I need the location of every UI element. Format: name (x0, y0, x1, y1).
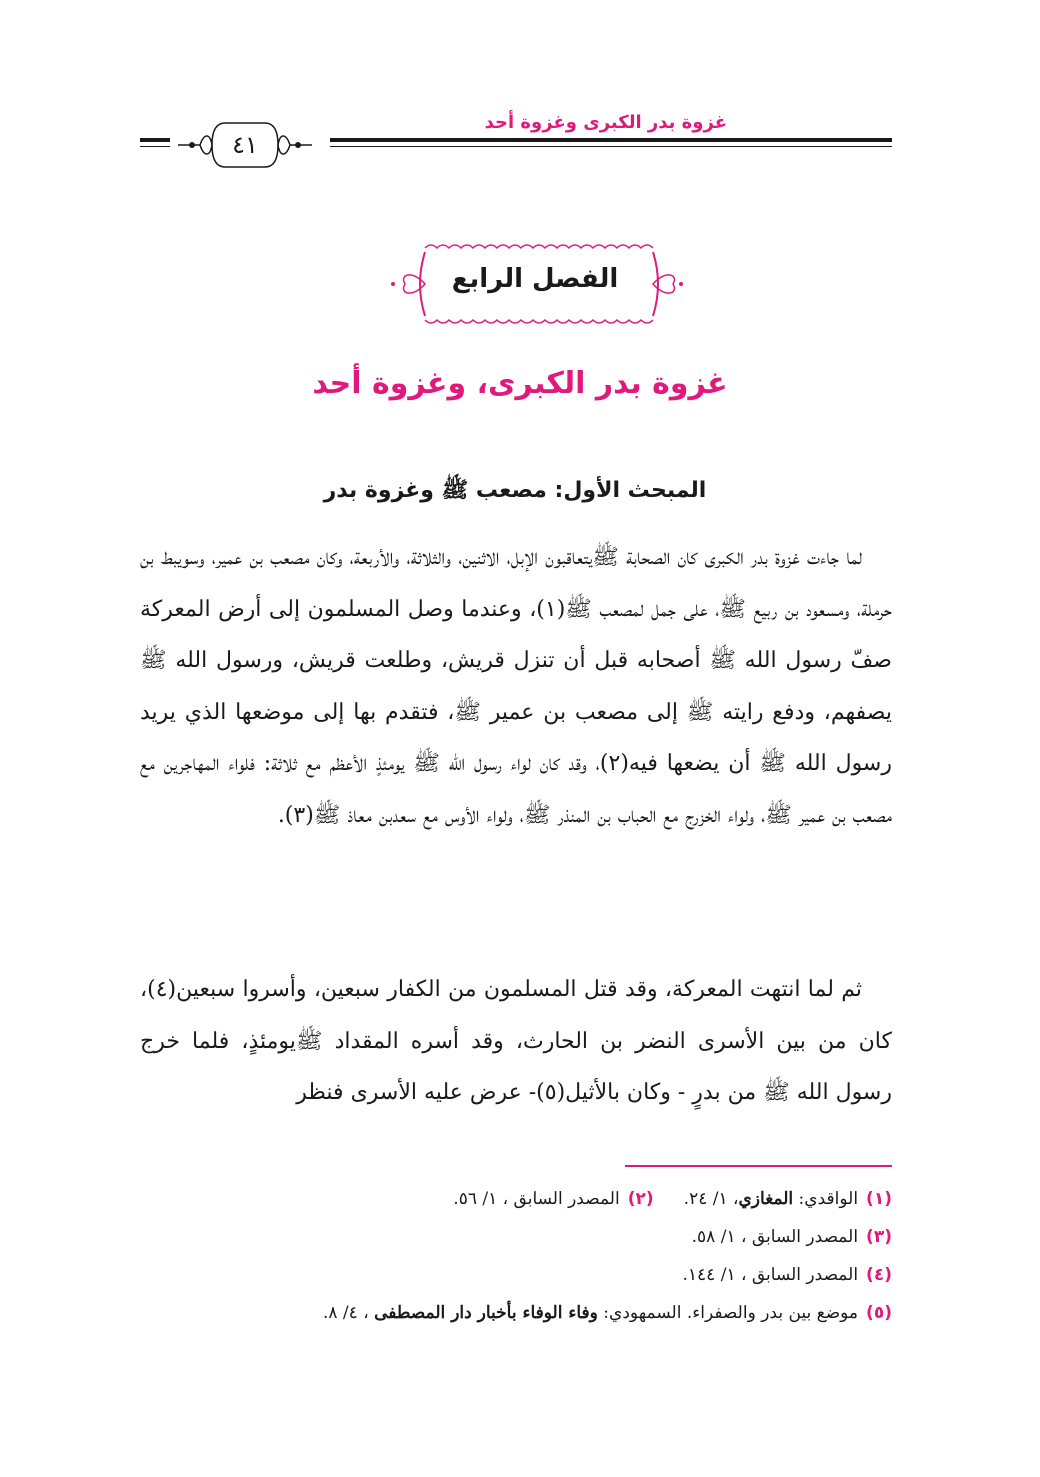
footnote-item (150, 1180, 892, 1218)
footnote-text: ، ١/ ٢٤. (683, 1189, 739, 1209)
footnote-text: الواقدي: (793, 1189, 859, 1209)
header-rule-right-thin (330, 146, 892, 147)
header-rule-left-thin (140, 146, 170, 147)
chapter-title-frame (385, 240, 685, 328)
footnote-text: المصدر السابق ، ١/ ١٤٤. (682, 1265, 859, 1285)
footnote-number: (١) (866, 1189, 892, 1209)
page-number-badge (170, 115, 320, 175)
footnotes (150, 1180, 892, 1332)
footnote-book-title: وفاء الوفاء بأخبار دار المصطفى (374, 1303, 598, 1323)
footnote-text: المصدر السابق ، ١/ ٥٨. (691, 1227, 859, 1247)
running-title: غزوة بدر الكبرى وغزوة أحد (484, 112, 727, 133)
chapter-subtitle: غزوة بدر الكبرى، وغزوة أحد (312, 366, 728, 401)
body-paragraph-1: لما جاءت غزوة بدر الكبرى كان الصحابة ﷺيتعاقبون الإبل، الاثنين، والثلاثة، والأربعة، وكان مصعب بن عمير، وسويبط بن حرملة، ومسعود بن ربيع ﷺ، على جمل لمصعب ﷺ(١)، وعندما وصل المسلمون إلى أرض المعركة صفّ رسول الله ﷺ أصحابه قبل أن تنزل قريش، وطلعت قريش، ورسول الله ﷺ يصفهم، ودفع رايته ﷺ إلى مصعب بن عمير ﷺ، فتقدم بها إلى موضعها الذي يريد رسول الله ﷺ أن يضعها فيه(٢)، وقد كان لواء رسول الله ﷺ يومئذٍ الأعظم مع ثلاثة: فلواء المهاجرين مع مصعب بن عمير ﷺ، ولواء الخزرج مع الحباب بن المنذر ﷺ، ولواء الأوس مع سعدبن معاذ ﷺ(٣). (140, 545, 892, 828)
page-header (140, 100, 892, 190)
footnote-text: موضع بين بدر والصفراء. السمهودي: (597, 1303, 859, 1323)
header-rule-left (140, 138, 170, 142)
chapter-title: الفصل الرابع (451, 264, 619, 294)
footnote-book-title: المغازي (738, 1189, 794, 1209)
footnote-item (150, 1256, 892, 1294)
footnote-item (150, 1218, 892, 1256)
footnote-number: (٤) (866, 1265, 892, 1285)
header-rule-right (330, 138, 892, 142)
footnote-number: (٢) (627, 1189, 654, 1209)
section-heading: المبحث الأول: مصعب ﷺ وغزوة بدر (323, 478, 707, 503)
footnote-number: (٥) (866, 1303, 892, 1323)
body-paragraph-2: ثم لما انتهت المعركة، وقد قتل المسلمون من الكفار سبعين، وأسروا سبعين(٤)، كان من بين الأسرى النضر بن الحارث، وقد أسره المقداد ﷺيومئذٍ، فلما خرج رسول الله ﷺ من بدرٍ - وكان بالأثيل(٥)- عرض عليه الأسرى فنظر (140, 977, 892, 1105)
page-number: ٤١ (232, 131, 258, 159)
footnote-text: المصدر السابق ، ١/ ٥٦. (453, 1189, 620, 1209)
footnote-text: ، ٤/ ٨. (322, 1303, 375, 1323)
footnote-item (150, 1294, 892, 1332)
footnote-separator (625, 1165, 892, 1167)
footnote-number: (٣) (866, 1227, 892, 1247)
